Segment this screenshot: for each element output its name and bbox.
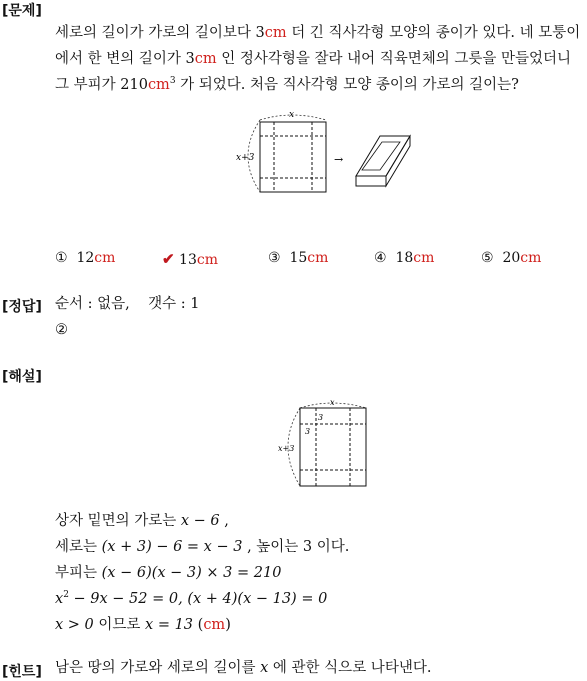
answer-meta: 순서 : 없음, 갯수 : 1 (55, 296, 200, 312)
choice-number: ① (55, 250, 68, 266)
explanation-line-5 (55, 612, 231, 638)
hint-text-part: 남은 땅의 가로와 세로의 길이를 (55, 660, 261, 676)
explanation-tag: [해설] (2, 369, 42, 385)
choice-5[interactable] (481, 250, 541, 266)
unit-cm: cm (194, 51, 217, 67)
explanation-text: , 높이는 3 이다. (242, 539, 350, 555)
problem-line-1 (55, 20, 580, 46)
problem-line-3 (55, 72, 519, 98)
unit-cm: cm (264, 25, 287, 41)
explanation-text: 상자 밑면의 가로는 (55, 513, 181, 529)
label-3: 3 (318, 413, 324, 422)
paper-rectangle (260, 122, 326, 192)
math-expression: − 9x − 52 = 0, (x + 4)(x − 13) = 0 (68, 591, 328, 607)
explanation-line-3 (55, 560, 281, 586)
answer-tag: [정답] (2, 299, 42, 315)
choice-value: 18 (395, 250, 414, 266)
math-expression: (x − 6)(x − 3) × 3 = 210 (101, 565, 282, 581)
math-expression: x = 13 (145, 617, 194, 633)
choice-value: 13 (179, 252, 197, 268)
unit-cm: cm (147, 77, 170, 93)
math-expression: (x + 3) − 6 = x − 3 (101, 539, 243, 555)
arrow-icon: → (334, 153, 344, 166)
explanation-line-1 (55, 508, 229, 534)
unit-cm: cm (203, 617, 226, 633)
math-expression: x (55, 591, 64, 607)
hint-text-part: 에 관한 식으로 나타낸다. (268, 660, 432, 676)
explanation-line-2 (55, 534, 349, 560)
superscript: 2 (63, 590, 69, 601)
problem-text: 그 부피가 210 (55, 77, 148, 93)
label-x-plus-3: x+3 (278, 444, 295, 453)
choice-value: 15 (289, 250, 308, 266)
explanation-text: 세로는 (55, 539, 102, 555)
choice-1[interactable] (55, 250, 115, 266)
check-icon: ✔ (162, 250, 175, 268)
problem-text: 인 정사각형을 잘라 내어 직육면체의 그릇을 만들었더니 (216, 51, 572, 67)
unit-cm: cm (520, 250, 542, 266)
problem-text: 세로의 길이가 가로의 길이보다 3 (55, 25, 265, 41)
problem-tag: [문제] (2, 3, 42, 19)
label-x: x (289, 110, 295, 120)
paper-rectangle (300, 408, 366, 486)
explanation-line-4 (55, 586, 327, 612)
math-expression: x − 6 (180, 513, 220, 529)
problem-figure (230, 108, 420, 200)
math-expression: x > 0 (55, 617, 94, 633)
label-x-plus-3: x+3 (236, 153, 255, 163)
explanation-text: 이므로 (93, 617, 146, 633)
problem-text: 가 되었다. 처음 직사각형 모양 종이의 가로의 길이는? (175, 77, 519, 93)
superscript: 3 (169, 76, 176, 87)
label-x: x (330, 398, 335, 407)
unit-cm: cm (94, 250, 116, 266)
hint-text (55, 655, 431, 681)
choice-4[interactable] (374, 250, 434, 266)
explanation-text: 부피는 (55, 565, 102, 581)
choice-number: ⑤ (481, 250, 494, 266)
problem-text: 에서 한 변의 길이가 3 (55, 51, 195, 67)
unit-cm: cm (413, 250, 435, 266)
unit-cm: cm (307, 250, 329, 266)
choice-3[interactable] (268, 250, 328, 266)
answer-value: ② (55, 322, 68, 338)
problem-line-2 (55, 46, 571, 72)
math-variable: x (260, 660, 269, 676)
problem-text: 더 긴 직사각형 모양의 종이가 있다. 네 모퉁이 (286, 25, 581, 41)
choice-value: 20 (502, 250, 521, 266)
choice-number: ④ (374, 250, 387, 266)
choice-number: ③ (268, 250, 281, 266)
explanation-figure (272, 398, 372, 490)
hint-tag: [힌트] (2, 664, 42, 680)
choice-2[interactable] (162, 250, 218, 268)
box-drawing (356, 136, 410, 186)
paren: ( (193, 617, 204, 633)
paren: ) (225, 617, 231, 633)
label-3: 3 (305, 427, 311, 436)
choice-value: 12 (76, 250, 95, 266)
unit-cm: cm (196, 252, 218, 268)
explanation-text: , (219, 513, 229, 529)
